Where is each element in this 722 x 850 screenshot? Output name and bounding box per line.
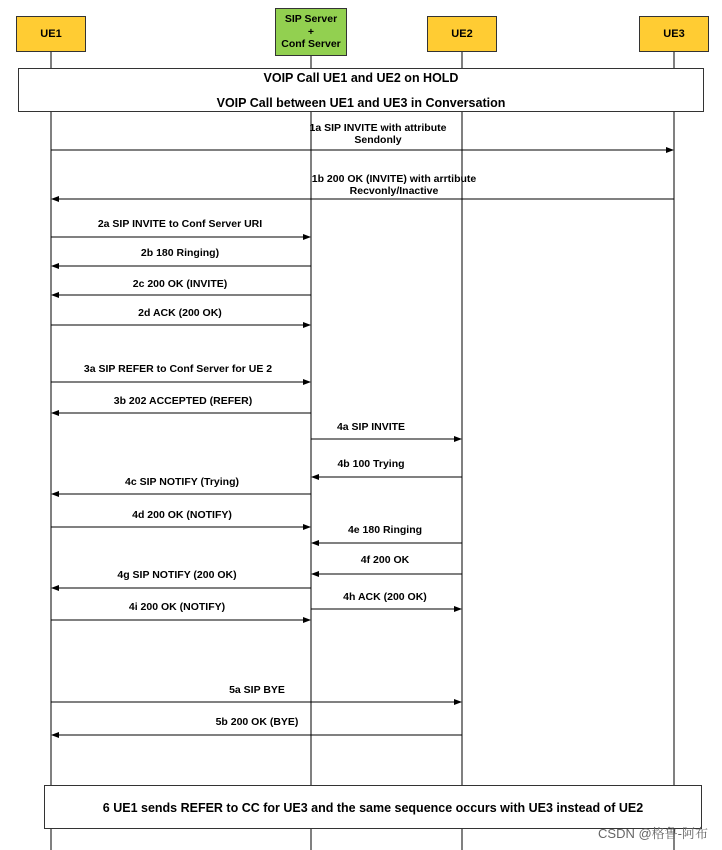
message-label-line: 4b 100 Trying bbox=[337, 458, 405, 470]
message-label-4b bbox=[337, 458, 404, 470]
participant-ue2-label: UE2 bbox=[451, 28, 473, 40]
message-label-4c bbox=[125, 476, 239, 488]
message-label-line: 1b 200 OK (INVITE) with arrtibute bbox=[311, 173, 477, 185]
message-label-3b bbox=[114, 395, 252, 407]
message-label-4f bbox=[361, 554, 409, 566]
message-label-4a bbox=[337, 421, 405, 433]
message-label-2b bbox=[141, 247, 219, 259]
message-label-5a bbox=[229, 684, 285, 696]
message-label-line: 1a SIP INVITE with attribute bbox=[309, 122, 447, 134]
message-label-line: 4i 200 OK (NOTIFY) bbox=[128, 601, 226, 613]
message-label-1a bbox=[310, 122, 447, 146]
message-label-line: 5b 200 OK (BYE) bbox=[215, 716, 299, 728]
participant-ue1-label: UE1 bbox=[40, 28, 62, 40]
message-label-line: 3a SIP REFER to Conf Server for UE 2 bbox=[83, 363, 273, 375]
note-call-state-line2: VOIP Call between UE1 and UE3 in Conversation bbox=[216, 96, 506, 110]
message-label-1b bbox=[312, 173, 477, 197]
message-label-line: 4h ACK (200 OK) bbox=[343, 591, 427, 603]
message-label-3a bbox=[84, 363, 272, 375]
message-label-line: 4a SIP INVITE bbox=[336, 421, 406, 433]
note-call-state-line1: VOIP Call UE1 and UE2 on HOLD bbox=[263, 71, 459, 85]
message-label-4e bbox=[348, 524, 422, 536]
note-repeat-sequence-text: 6 UE1 sends REFER to CC for UE3 and the same sequence occurs with UE3 instead of UE2 bbox=[102, 801, 644, 815]
message-label-line: 5a SIP BYE bbox=[229, 684, 285, 696]
message-label-line: 2c 200 OK (INVITE) bbox=[132, 278, 228, 290]
watermark-text: CSDN @格鲁-阿布 bbox=[598, 826, 708, 841]
participant-ue2 bbox=[427, 16, 497, 52]
participant-sip-server bbox=[275, 8, 347, 56]
note-call-state bbox=[18, 68, 704, 112]
message-label-2d bbox=[138, 307, 222, 319]
message-label-4d bbox=[132, 509, 232, 521]
message-label-line: Recvonly/Inactive bbox=[349, 185, 439, 197]
participant-server-label-3: Conf Server bbox=[281, 38, 341, 51]
participant-ue1 bbox=[16, 16, 86, 52]
message-label-line: 2a SIP INVITE to Conf Server URI bbox=[97, 218, 263, 230]
message-label-4g bbox=[117, 569, 236, 581]
message-label-4h bbox=[343, 591, 427, 603]
participant-server-label-1: SIP Server bbox=[284, 13, 338, 26]
message-label-line: 4f 200 OK bbox=[360, 554, 410, 566]
message-label-line: 4d 200 OK (NOTIFY) bbox=[132, 509, 232, 521]
message-label-5b bbox=[216, 716, 299, 728]
message-label-2c bbox=[133, 278, 228, 290]
message-label-line: 2d ACK (200 OK) bbox=[138, 307, 222, 319]
message-label-line: 4e 180 Ringing bbox=[347, 524, 423, 536]
participant-ue3 bbox=[639, 16, 709, 52]
message-label-line: 3b 202 ACCEPTED (REFER) bbox=[113, 395, 253, 407]
message-label-line: 2b 180 Ringing) bbox=[140, 247, 220, 259]
message-label-line: Sendonly bbox=[354, 134, 402, 146]
message-label-4i bbox=[129, 601, 225, 613]
participant-server-label-2: + bbox=[307, 25, 315, 38]
message-label-line: 4c SIP NOTIFY (Trying) bbox=[125, 476, 239, 488]
message-label-line: 4g SIP NOTIFY (200 OK) bbox=[117, 569, 237, 581]
participant-ue3-label: UE3 bbox=[663, 28, 685, 40]
message-label-2a bbox=[98, 218, 262, 230]
